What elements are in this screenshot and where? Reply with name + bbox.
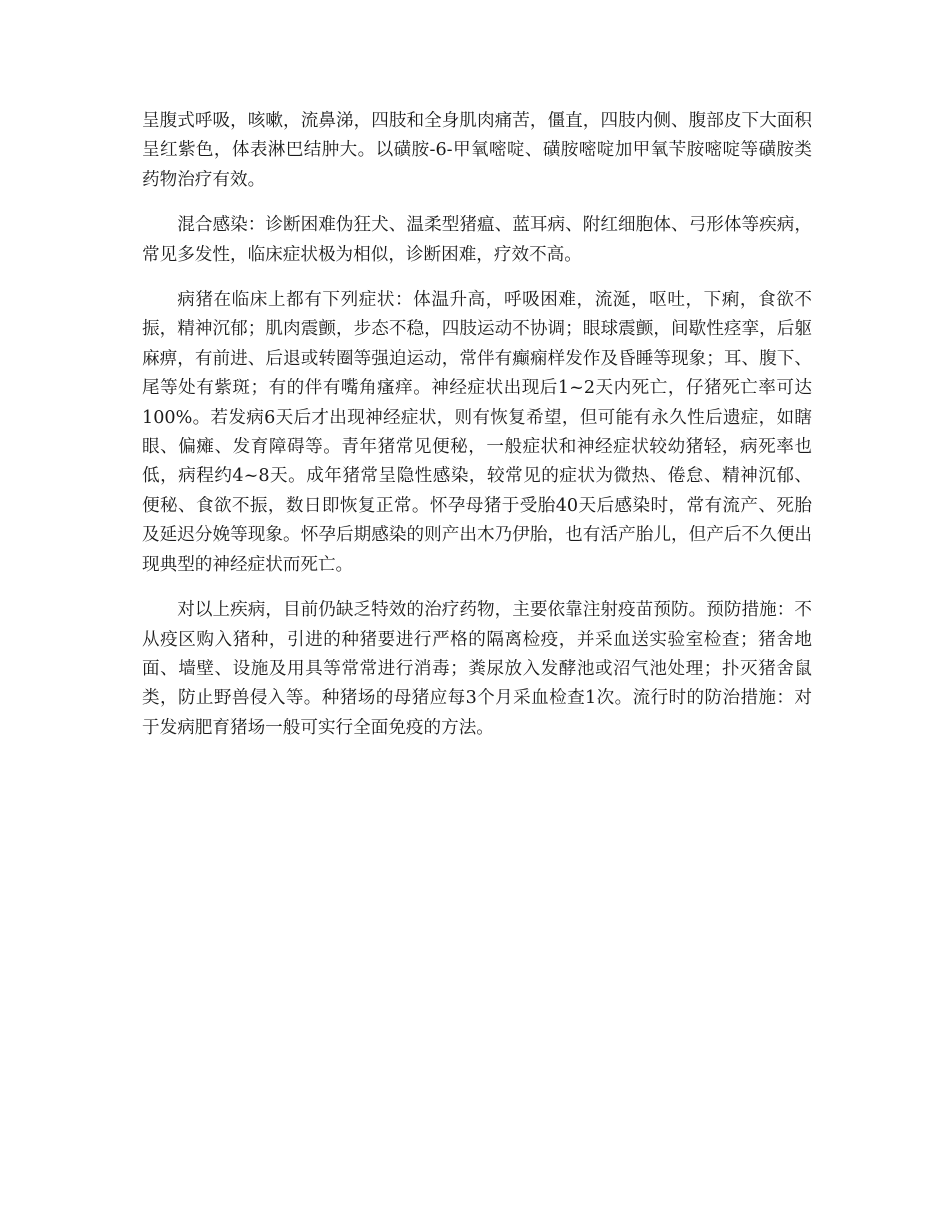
paragraph-prevention: 对以上疾病，目前仍缺乏特效的治疗药物，主要依靠注射疫苗预防。预防措施：不从疫区购入猪种，引进的种猪要进行严格的隔离检疫，并采血送实验室检查；猪舍地面、墙壁、设施及用具等常常进行消毒；粪尿放入发酵池或沼气池处理；扑灭猪舍鼠类，防止野兽侵入等。种猪场的母猪应每3个月采血检查1次。流行时的防治措施：对于发病肥育猪场一般可实行全面免疫的方法。 (142, 600, 812, 738)
paragraph-mixed-infection: 混合感染：诊断困难伪狂犬、温柔型猪瘟、蓝耳病、附红细胞体、弓形体等疾病，常见多发性，临床症状极为相似，诊断困难，疗效不高。 (142, 215, 812, 265)
document-body (142, 107, 812, 759)
paragraph-symptoms: 病猪在临床上都有下列症状：体温升高，呼吸困难，流涎，呕吐，下痢，食欲不振，精神沉郁；肌肉震颤，步态不稳，四肢运动不协调；眼球震颤，间歇性痉挛，后躯麻痹，有前进、后退或转圈等强迫运动，常伴有癫痫样发作及昏睡等现象；耳、腹下、尾等处有紫斑；有的伴有嘴角瘙痒。神经症状出现后1~2天内死亡，仔猪死亡率可达100%。若发病6天后才出现神经症状，则有恢复希望，但可能有永久性后遗症，如瞎眼、偏瘫、发育障碍等。青年猪常见便秘，一般症状和神经症状较幼猪轻，病死率也低，病程约4~8天。成年猪常呈隐性感染，较常见的症状为微热、倦怠、精神沉郁、便秘、食欲不振，数日即恢复正常。怀孕母猪于受胎40天后感染时，常有流产、死胎及延迟分娩等现象。怀孕后期感染的则产出木乃伊胎，也有活产胎儿，但产后不久便出现典型的神经症状而死亡。 (142, 290, 812, 575)
paragraph-continued: 呈腹式呼吸，咳嗽，流鼻涕，四肢和全身肌肉痛苦，僵直，四肢内侧、腹部皮下大面积呈红紫色，体表淋巴结肿大。以磺胺-6-甲氧嘧啶、磺胺嘧啶加甲氧苄胺嘧啶等磺胺类药物治疗有效。 (142, 111, 812, 190)
